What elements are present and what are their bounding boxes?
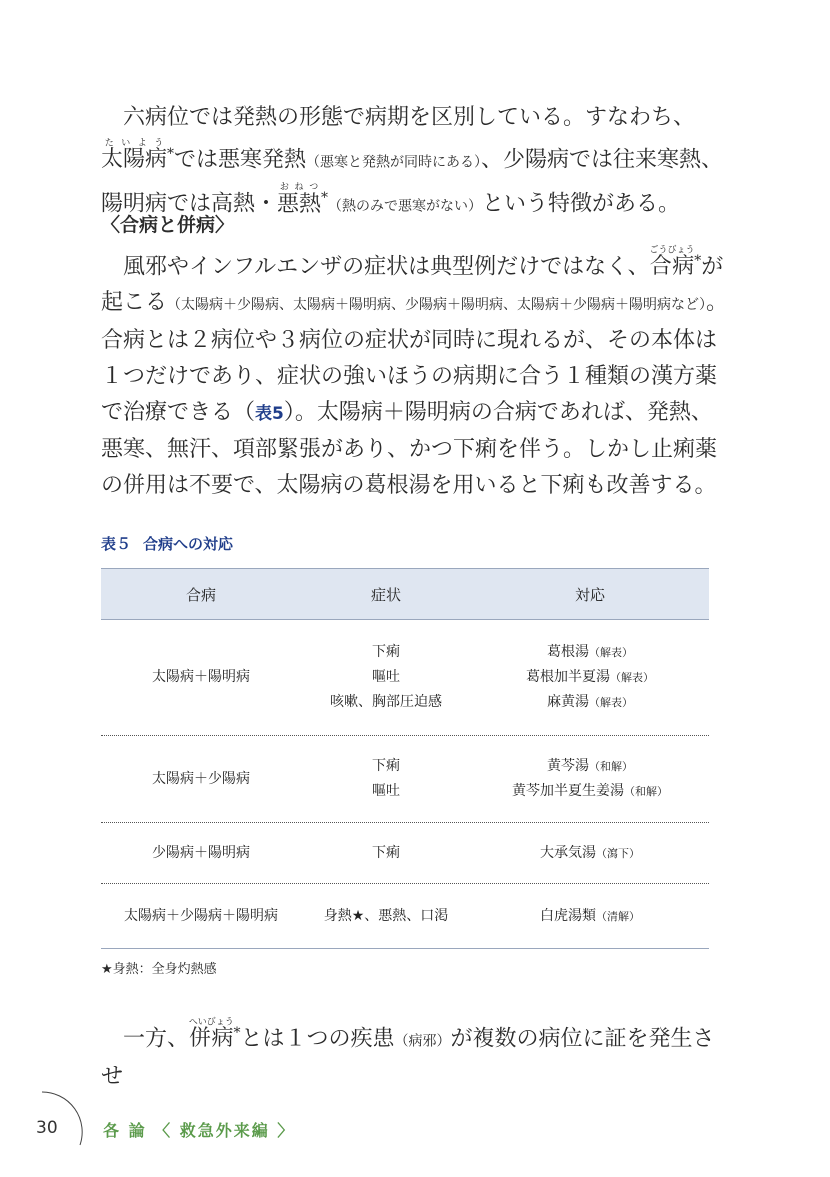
symptom: 下痢 bbox=[372, 644, 400, 660]
treatment-cell bbox=[471, 754, 709, 804]
ruby-gobyo: 合病ごうびょう bbox=[649, 245, 695, 280]
symptom-cell bbox=[301, 841, 471, 866]
symptom-cell bbox=[301, 904, 471, 929]
column-header: 合病 bbox=[185, 585, 216, 604]
combined-disease-table bbox=[101, 568, 709, 949]
column-header: 症状 bbox=[370, 585, 401, 604]
text: が複数の病位に証を発生させ bbox=[101, 1026, 715, 1090]
symptom: 嘔吐 bbox=[372, 783, 400, 799]
symptom: 嘔吐 bbox=[372, 669, 400, 685]
treatment: 葛根加半夏湯（解表） bbox=[526, 669, 654, 685]
treatment: 白虎湯類（清解） bbox=[540, 907, 640, 924]
asterisk-mark: * bbox=[233, 1025, 241, 1041]
table-row bbox=[101, 736, 709, 823]
disease-cell: 太陽病＋少陽病 bbox=[152, 770, 250, 787]
inline-note: （太陽病＋少陽病、太陽病＋陽明病、少陽病＋陽明病、太陽病＋少陽病＋陽明病など） bbox=[167, 297, 707, 314]
inline-note: （病邪） bbox=[394, 1033, 451, 1050]
page-number: 30 bbox=[36, 1118, 58, 1138]
symptom-cell bbox=[301, 754, 471, 804]
symptom: 身熱★、悪熱、口渇 bbox=[323, 907, 449, 924]
column-header: 対応 bbox=[574, 585, 605, 604]
table-title: 合病への対応 bbox=[143, 535, 234, 553]
section-label: 各 論 〈 救急外来編 〉 bbox=[103, 1121, 296, 1140]
disease-cell: 太陽病＋少陽病＋陽明病 bbox=[124, 907, 278, 924]
inline-note: （悪寒と発熱が同時にある） bbox=[306, 154, 482, 171]
disease-cell: 少陽病＋陽明病 bbox=[152, 844, 250, 861]
table-caption bbox=[101, 533, 233, 554]
text: 、少陽病では往来寒熱、陽明病では高熱・ bbox=[101, 147, 724, 217]
text: が起こる bbox=[101, 254, 724, 316]
paragraph-combined-sequential bbox=[101, 1015, 731, 1095]
treatment: 麻黄湯（解表） bbox=[547, 694, 633, 710]
treatment: 黄芩加半夏生姜湯（和解） bbox=[512, 783, 668, 799]
treatment: 葛根湯（解表） bbox=[547, 644, 633, 660]
ruby-onetsu: 悪熱おねつ bbox=[277, 182, 322, 217]
treatment-cell bbox=[471, 904, 709, 929]
asterisk-mark: * bbox=[167, 146, 175, 162]
section-heading: 〈合病と併病〉 bbox=[101, 214, 235, 236]
treatment: 黄芩湯（和解） bbox=[547, 758, 633, 774]
text: 一方、 bbox=[123, 1026, 190, 1052]
asterisk-mark: * bbox=[694, 253, 702, 269]
table-reference-link[interactable]: 表5 bbox=[255, 404, 284, 425]
ruby-heibyo: 併病へいびょう bbox=[188, 1017, 234, 1052]
text: 。合病とは２病位や３病位の症状が同時に現れるが、その本体は１つだけであり、症状の強いほうの病期に合う１種類の漢方薬で治療できる（ bbox=[101, 290, 729, 426]
symptom: 下痢 bbox=[372, 844, 400, 861]
text: 風邪やインフルエンザの症状は典型例だけではなく、 bbox=[123, 254, 650, 280]
table-row bbox=[101, 884, 709, 949]
text: とは１つの疾患 bbox=[240, 1026, 395, 1052]
table-header-row bbox=[101, 568, 709, 620]
text: では悪寒発熱 bbox=[174, 147, 307, 173]
paragraph-six-stages bbox=[101, 100, 731, 225]
text: 六病位では発熱の形態で病期を区別している。すなわち、 bbox=[123, 105, 696, 130]
text: ）。太陽病＋陽明病の合病であれば、発熱、悪寒、無汗、項部緊張があり、かつ下痢を伴う。しかし止痢薬の併用は不要で、太陽病の葛根湯を用いると下痢も改善する。 bbox=[101, 400, 718, 499]
disease-cell: 太陽病＋陽明病 bbox=[152, 669, 250, 685]
treatment-cell bbox=[471, 640, 709, 715]
treatment-cell bbox=[471, 841, 709, 866]
symptom-cell bbox=[301, 640, 471, 715]
paragraph-combined-disease bbox=[101, 243, 731, 504]
ruby-taiyo: 太陽病たいよう bbox=[101, 138, 168, 173]
asterisk-mark: * bbox=[321, 190, 329, 207]
table-row bbox=[101, 620, 709, 736]
table-footnote: ★身熱：全身灼熱感 bbox=[101, 962, 217, 977]
inline-note: （熱のみで悪寒がない） bbox=[328, 198, 483, 215]
symptom: 下痢 bbox=[372, 758, 400, 774]
symptom: 咳嗽、胸部圧迫感 bbox=[330, 694, 442, 710]
treatment: 大承気湯（瀉下） bbox=[540, 844, 640, 861]
table-row bbox=[101, 823, 709, 884]
table-number: 表５ bbox=[101, 535, 132, 553]
text: という特徴がある。 bbox=[482, 191, 681, 217]
